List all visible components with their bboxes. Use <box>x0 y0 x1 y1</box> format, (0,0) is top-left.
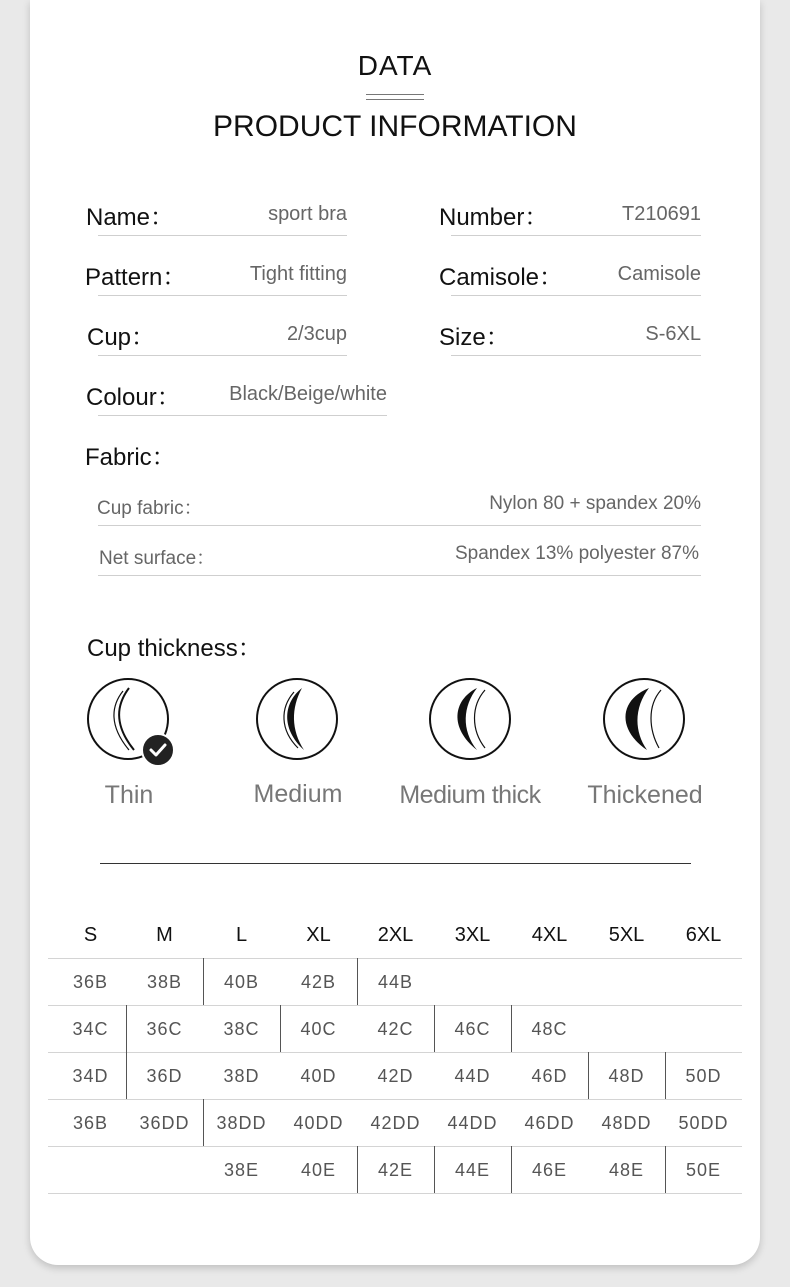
colour-label: Colour： <box>86 384 181 411</box>
table-cell: 36B <box>72 1113 109 1133</box>
table-cell: 48DD <box>601 1113 652 1133</box>
table-cell: 38D <box>223 1066 260 1086</box>
section-subtitle: PRODUCT INFORMATION <box>213 110 577 143</box>
number-label: Number： <box>439 204 549 231</box>
number-value: T210691 <box>622 203 701 225</box>
size-header: 5XL <box>608 924 645 946</box>
table-cell: 46E <box>531 1160 568 1180</box>
table-rule <box>48 958 742 959</box>
size-header: 2XL <box>377 924 414 946</box>
table-cell: 46D <box>531 1066 568 1086</box>
cup-fabric-value: Nylon 80 + spandex 20% <box>489 493 701 514</box>
table-rule <box>48 1052 742 1053</box>
table-cell: 34C <box>72 1019 109 1039</box>
table-cell: 44E <box>454 1160 491 1180</box>
table-cell: 40D <box>300 1066 337 1086</box>
table-cell: 50DD <box>678 1113 729 1133</box>
table-cell: 42E <box>377 1160 414 1180</box>
size-header: S <box>83 924 98 946</box>
table-rule <box>48 1146 742 1147</box>
table-cell: 42DD <box>370 1113 421 1133</box>
table-cell: 38DD <box>216 1113 267 1133</box>
table-cell: 44B <box>377 972 414 992</box>
colour-value: Black/Beige/white <box>229 383 387 405</box>
medium-thick-label: Medium thick <box>399 781 541 809</box>
table-cell: 44DD <box>447 1113 498 1133</box>
section-title: DATA <box>357 50 433 81</box>
table-cell: 48D <box>608 1066 645 1086</box>
name-label: Name： <box>86 204 175 231</box>
table-cell: 50E <box>685 1160 722 1180</box>
table-cell: 42D <box>377 1066 414 1086</box>
thin-label: Thin <box>104 781 154 809</box>
table-cell: 48C <box>531 1019 568 1039</box>
table-cell: 42C <box>377 1019 414 1039</box>
net-surface-label: Net surface： <box>99 548 216 569</box>
table-cell: 40E <box>300 1160 337 1180</box>
table-cell: 42B <box>300 972 337 992</box>
table-rule <box>48 1099 742 1100</box>
cup-fabric-label: Cup fabric： <box>97 498 203 519</box>
cup-thickness-label: Cup thickness： <box>87 635 262 662</box>
pattern-label: Pattern： <box>85 264 187 291</box>
table-cell: 34D <box>72 1066 109 1086</box>
size-header: 6XL <box>685 924 722 946</box>
table-cell: 38C <box>223 1019 260 1039</box>
table-cell: 40B <box>223 972 260 992</box>
size-header: 3XL <box>454 924 491 946</box>
size-header: 4XL <box>531 924 568 946</box>
cup-label: Cup： <box>87 324 156 351</box>
table-cell: 44D <box>454 1066 491 1086</box>
table-cell: 36C <box>146 1019 183 1039</box>
table-rule <box>48 1005 742 1006</box>
pattern-value: Tight fitting <box>249 263 347 285</box>
table-cell: 40DD <box>293 1113 344 1133</box>
table-cell: 40C <box>300 1019 337 1039</box>
size-label: Size： <box>439 324 510 351</box>
camisole-value: Camisole <box>617 263 701 285</box>
table-cell: 38E <box>223 1160 260 1180</box>
table-cell: 46DD <box>524 1113 575 1133</box>
fabric-label: Fabric： <box>85 444 176 471</box>
camisole-label: Camisole： <box>439 264 564 291</box>
table-rule <box>48 1193 742 1194</box>
size-header: M <box>156 924 173 946</box>
size-value: S-6XL <box>645 323 701 345</box>
table-cell: 36D <box>146 1066 183 1086</box>
table-cell: 48E <box>608 1160 645 1180</box>
net-surface-value: Spandex 13% polyester 87% <box>455 543 699 564</box>
table-cell: 38B <box>146 972 183 992</box>
cup-value: 2/3cup <box>286 323 347 345</box>
table-cell: 36DD <box>139 1113 190 1133</box>
medium-label: Medium <box>253 780 343 808</box>
size-header: L <box>235 924 248 946</box>
size-header: XL <box>306 924 331 946</box>
name-value: sport bra <box>268 203 347 225</box>
table-cell: 50D <box>685 1066 722 1086</box>
table-cell: 36B <box>72 972 109 992</box>
table-cell: 46C <box>454 1019 491 1039</box>
thickened-label: Thickened <box>587 781 703 809</box>
